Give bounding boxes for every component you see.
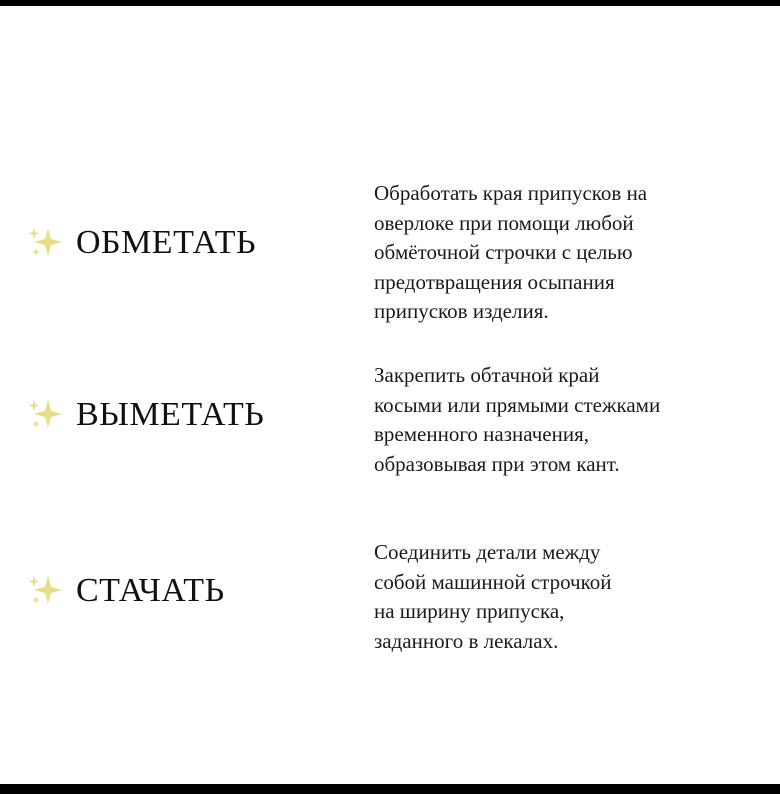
term-label: ВЫМЕТАТЬ [76,396,265,433]
term-label: СТАЧАТЬ [76,572,225,609]
page [0,6,780,784]
term-description: Обработать края припусков на оверлоке при помощи любой обмёточной строчки с целью предотвращения осыпания припусков изделия. [374,181,648,323]
term-heading [24,224,256,262]
term-description: Соединить детали между собой машинной строчкой на ширину припуска, заданного в лекалах. [374,540,612,653]
term-description: Закрепить обтачной край косыми или прямыми стежками временного назначения, образовывая при этом кант. [374,363,661,476]
sparkles-icon [24,396,66,434]
term-heading [24,396,264,434]
term-label: ОБМЕТАТЬ [76,224,257,261]
sparkles-icon [24,224,66,262]
term-heading [24,572,225,610]
bottom-frame-bar [0,784,780,794]
sparkles-icon [24,572,66,610]
